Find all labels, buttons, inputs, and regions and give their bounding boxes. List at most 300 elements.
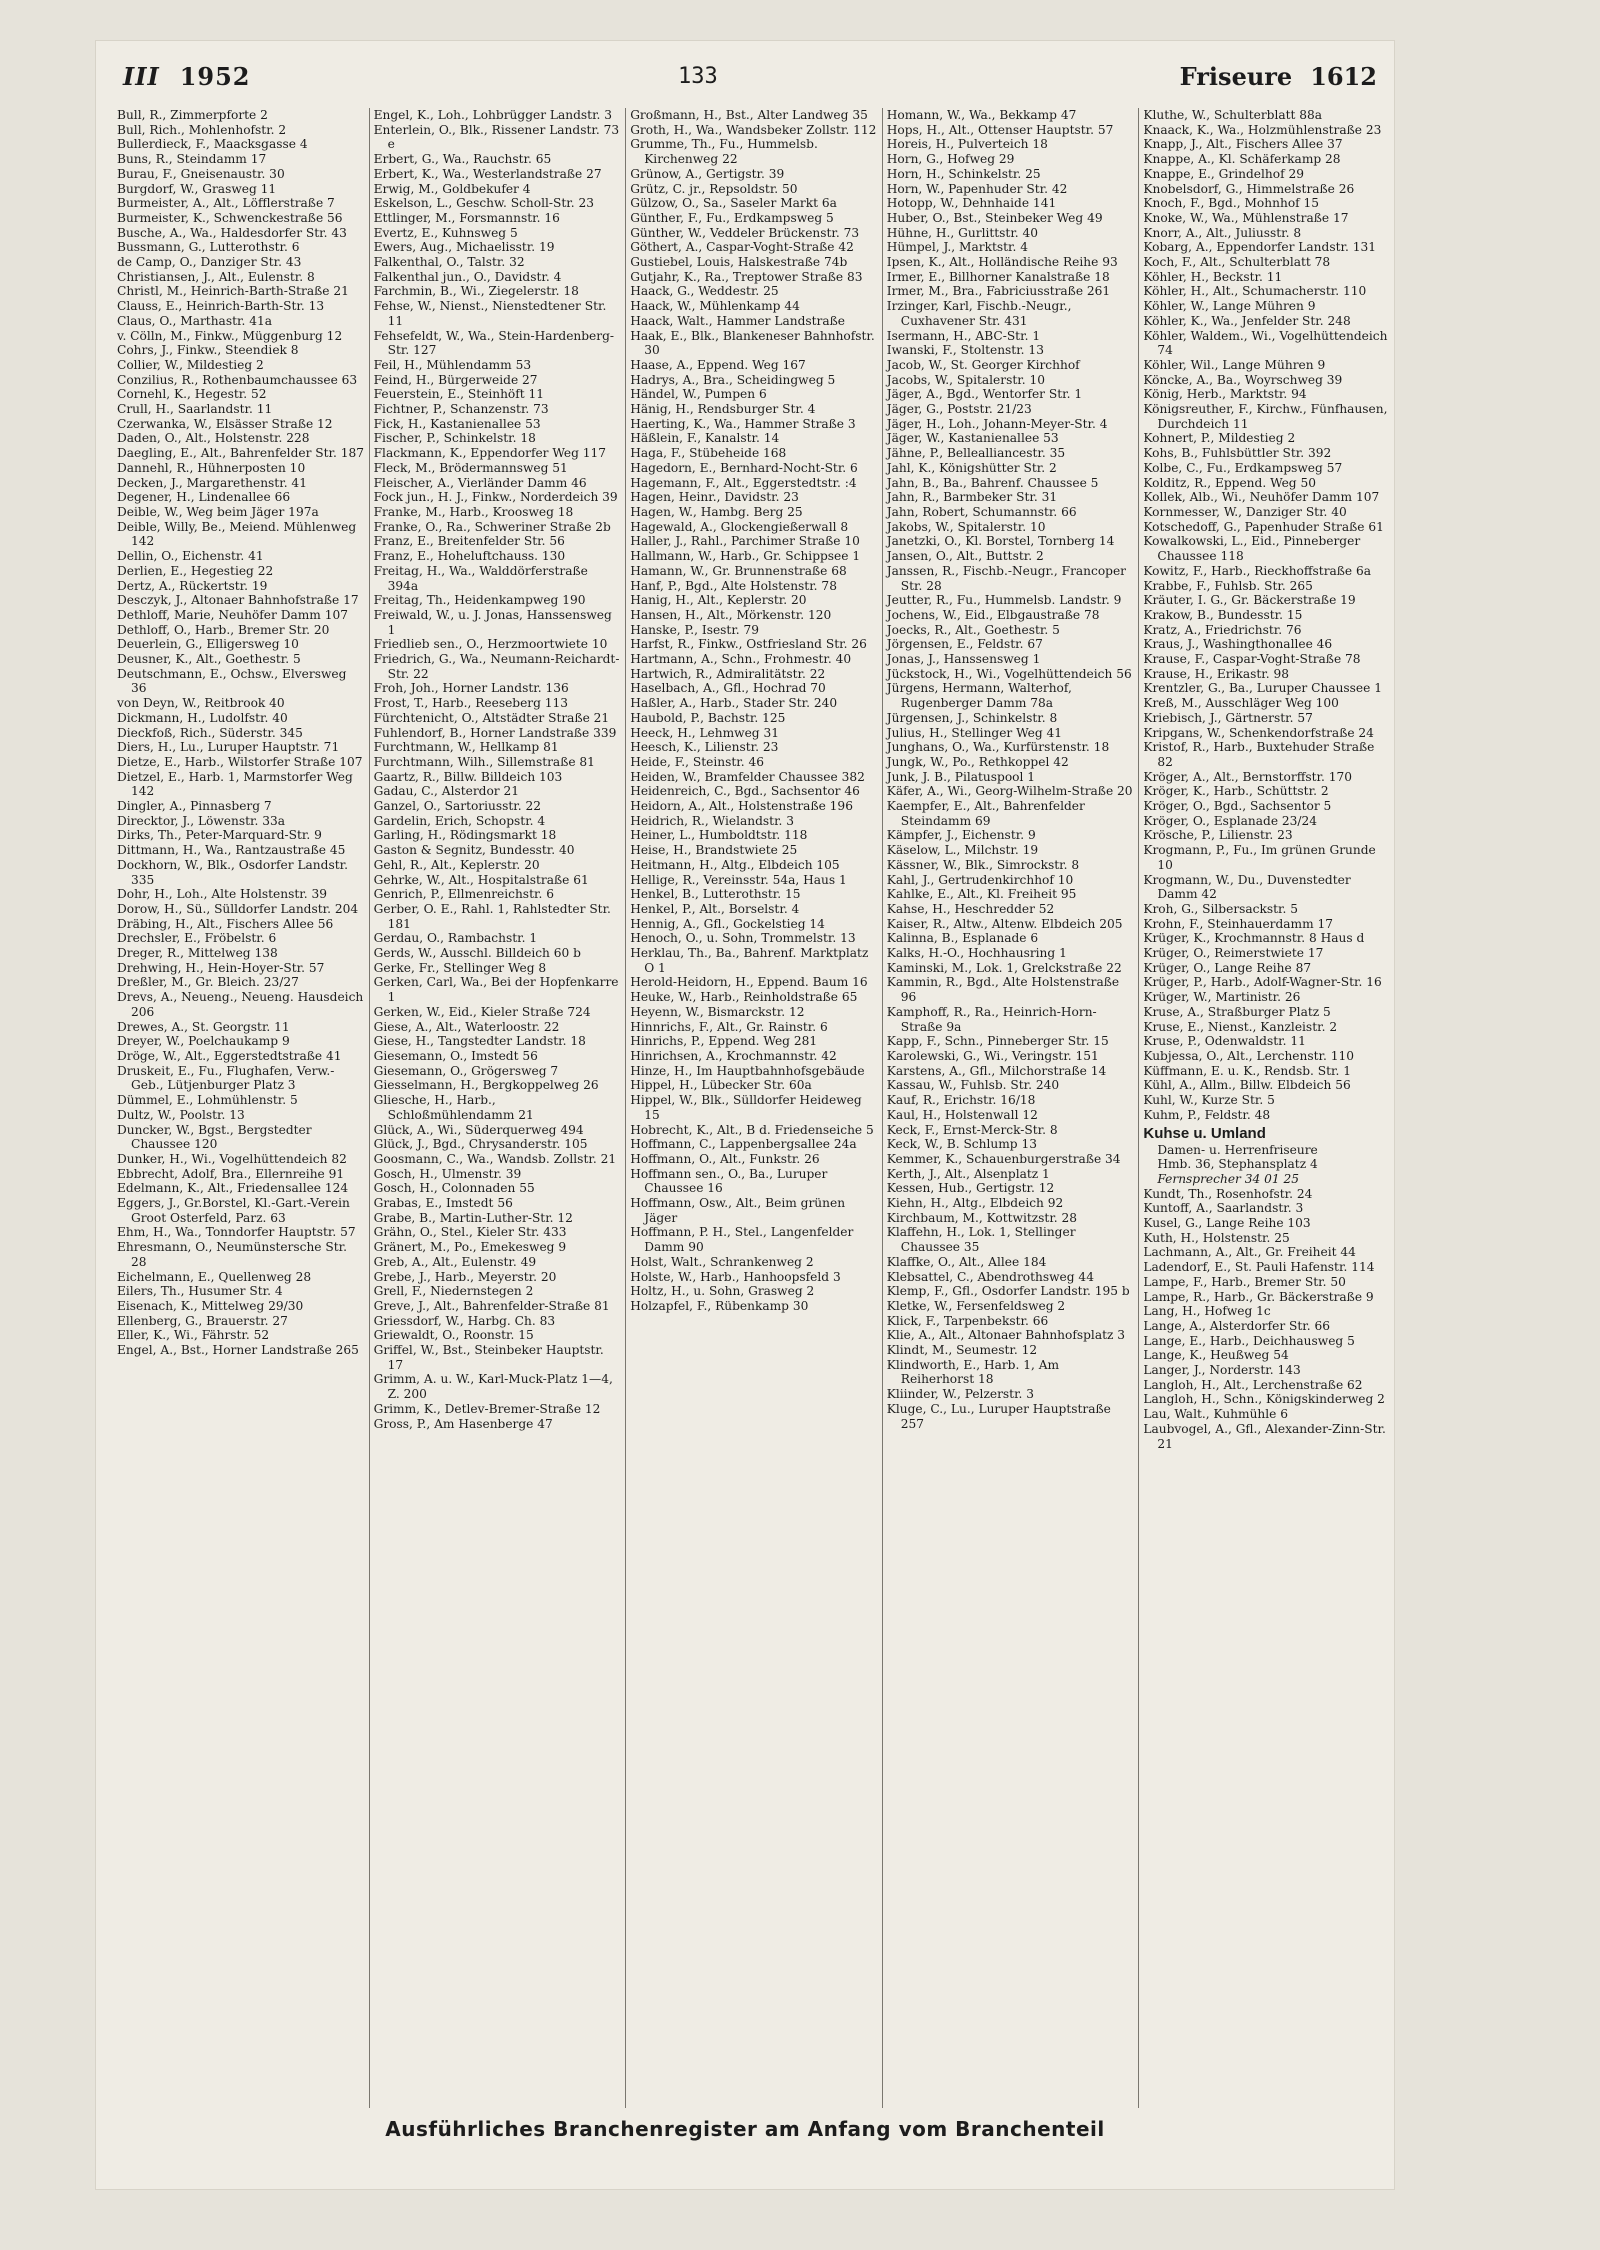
directory-entry: Fürchtenicht, O., Altstädter Straße 21 <box>373 710 610 725</box>
directory-entry: Hänig, H., Rendsburger Str. 4 <box>630 402 816 417</box>
directory-entry: Hinnrichs, F., Alt., Gr. Rainstr. 6 <box>630 1019 828 1034</box>
directory-entry: Dunker, H., Wi., Vogelhüttendeich 82 <box>117 1151 347 1166</box>
directory-entry: Kalks, H.-O., Hochhausring 1 <box>886 946 1067 961</box>
footer-note: Ausführliches Branchenregister am Anfang vom Branchenteil <box>385 2117 1105 2141</box>
directory-entry: Heise, H., Brandstwiete 25 <box>630 843 798 858</box>
directory-entry: Erwig, M., Goldbekufer 4 <box>373 181 531 196</box>
directory-entry: Kristof, R., Harb., Buxtehuder Straße 82 <box>1143 740 1375 769</box>
directory-entry: Kotschedoff, G., Papenhuder Straße 61 <box>1143 519 1384 534</box>
directory-entry: Giese, A., Alt., Waterloostr. 22 <box>373 1019 560 1034</box>
directory-entry: Hinrichsen, A., Krochmannstr. 42 <box>630 1049 837 1063</box>
directory-entry: Julius, H., Stellinger Weg 41 <box>886 725 1063 740</box>
directory-entry: Kirchbaum, M., Kottwitzstr. 28 <box>886 1210 1078 1225</box>
directory-entry: Fischer, P., Schinkelstr. 18 <box>373 431 536 446</box>
directory-entry: Kahlke, E., Alt., Kl. Freiheit 95 <box>886 887 1077 902</box>
directory-entry: Königsreuther, F., Kirchw., Fünfhausen, Durchdeich 11 <box>1143 402 1388 431</box>
directory-entry: Burau, F., Gneisenaustr. 30 <box>117 166 285 181</box>
directory-entry: Kassau, W., Fuhlsb. Str. 240 <box>886 1078 1060 1093</box>
directory-entry: Laubvogel, A., Gfl., Alexander-Zinn-Str. 21 <box>1143 1421 1386 1451</box>
directory-entry: Horeis, H., Pulverteich 18 <box>886 137 1048 152</box>
directory-entry: Ewers, Aug., Michaelisstr. 19 <box>373 240 555 255</box>
directory-entry: Burmeister, K., Schwenckestraße 56 <box>117 210 343 225</box>
directory-entry: Heuke, W., Harb., Reinholdstraße 65 <box>630 990 858 1005</box>
directory-entry: Käfer, A., Wi., Georg-Wilhelm-Straße 20 <box>886 784 1133 799</box>
directory-entry: Gustiebel, Louis, Halskestraße 74b <box>630 255 848 270</box>
directory-entry: Dockhorn, W., Blk., Osdorfer Landstr. 335 <box>117 857 348 887</box>
directory-entry: Köhler, H., Alt., Schumacherstr. 110 <box>1143 284 1367 299</box>
directory-entry: Fichtner, P., Schanzenstr. 73 <box>373 402 549 417</box>
directory-entry: Hühne, H., Gurlittstr. 40 <box>886 225 1039 240</box>
directory-entry: Häßlein, F., Kanalstr. 14 <box>630 431 780 446</box>
directory-entry: Diers, H., Lu., Luruper Hauptstr. 71 <box>117 740 340 755</box>
column-4 <box>882 108 1139 2108</box>
directory-entry: Freiwald, W., u. J. Jonas, Hanssensweg 1 <box>373 607 612 637</box>
directory-entry: Lampe, R., Harb., Gr. Bäckerstraße 9 <box>1143 1289 1374 1304</box>
directory-entry: Gardelin, Erich, Schopstr. 4 <box>373 813 546 828</box>
directory-entry: Kuhm, P., Feldstr. 48 <box>1143 1107 1271 1122</box>
directory-entry: Klindt, M., Seumestr. 12 <box>886 1343 1038 1358</box>
directory-entry: Deuerlein, G., Elligersweg 10 <box>117 637 299 652</box>
directory-entry: Kässner, W., Blk., Simrockstr. 8 <box>886 857 1080 872</box>
directory-entry: Feuerstein, E., Steinhöft 11 <box>373 387 545 402</box>
directory-entry: Küffmann, E. u. K., Rendsb. Str. 1 <box>1143 1063 1352 1078</box>
directory-entry: Huber, O., Bst., Steinbeker Weg 49 <box>886 210 1103 225</box>
directory-entry: Deutschmann, E., Ochsw., Elversweg 36 <box>117 666 347 696</box>
directory-entry: Dieckfoß, Rich., Süderstr. 345 <box>117 725 303 740</box>
directory-entry: Collier, W., Mildestieg 2 <box>117 357 264 372</box>
directory-entry: Dreger, R., Mittelweg 138 <box>117 946 278 961</box>
directory-entry: Günther, W., Veddeler Brückenstr. 73 <box>630 225 860 240</box>
directory-entry: Knaack, K., Wa., Holzmühlenstraße 23 <box>1143 122 1382 137</box>
directory-entry: Ettlinger, M., Forsmannstr. 16 <box>373 210 560 225</box>
directory-entry: Genrich, P., Ellmenreichstr. 6 <box>373 887 554 902</box>
directory-entry: Junghans, O., Wa., Kurfürstenstr. 18 <box>886 740 1110 755</box>
directory-entry: Gerken, W., Eid., Kieler Straße 724 <box>373 1004 591 1019</box>
directory-entry: Edelmann, K., Alt., Friedensallee 124 <box>117 1181 349 1196</box>
directory-entry: Gliesche, H., Harb., Schloßmühlendamm 21 <box>373 1093 534 1122</box>
directory-entry: Keck, W., B. Schlump 13 <box>886 1137 1037 1152</box>
directory-entry: Gadau, C., Alsterdor 21 <box>373 784 520 799</box>
directory-entry: Langloh, H., Schn., Königskinderweg 2 <box>1143 1392 1385 1407</box>
directory-entry: Eilers, Th., Husumer Str. 4 <box>117 1284 283 1299</box>
directory-entry: Haack, W., Mühlenkamp 44 <box>630 299 800 314</box>
directory-entry: Eisenach, K., Mittelweg 29/30 <box>117 1298 304 1313</box>
business-phone: Fernsprecher 34 01 25 <box>1157 1171 1300 1186</box>
directory-entry: Lange, A., Alsterdorfer Str. 66 <box>1143 1318 1331 1333</box>
directory-entry: Horn, G., Hofweg 29 <box>886 152 1015 167</box>
directory-entry: Kauf, R., Erichstr. 16/18 <box>886 1093 1036 1108</box>
directory-entry: Hops, H., Alt., Ottenser Hauptstr. 57 <box>886 122 1114 137</box>
directory-entry: Gränert, M., Po., Emekesweg 9 <box>373 1240 567 1255</box>
directory-entry: Hanf, P., Bgd., Alte Holstenstr. 78 <box>630 578 837 593</box>
directory-entry: Holst, Walt., Schrankenweg 2 <box>630 1254 814 1269</box>
directory-entry: Dohr, H., Loh., Alte Holstenstr. 39 <box>117 887 327 902</box>
directory-entry: Lau, Walt., Kuhmühle 6 <box>1143 1407 1289 1422</box>
directory-entry: Daegling, E., Alt., Bahrenfelder Str. 187 <box>117 446 365 461</box>
directory-entry: Lang, H., Hofweg 1c <box>1143 1304 1271 1319</box>
directory-entry: Irzinger, Karl, Fischb.-Neugr., Cuxhavener Str. 431 <box>886 299 1072 328</box>
directory-entry: Kreß, M., Ausschläger Weg 100 <box>1143 696 1339 711</box>
directory-entry: Crull, H., Saarlandstr. 11 <box>117 402 273 417</box>
directory-entry: Kobarg, A., Eppendorfer Landstr. 131 <box>1143 240 1376 255</box>
directory-entry: Kuth, H., Holstenstr. 25 <box>1143 1230 1290 1245</box>
directory-entry: Bullerdieck, F., Maacksgasse 4 <box>117 137 308 152</box>
directory-entry: Kohs, B., Fuhlsbüttler Str. 392 <box>1143 446 1332 461</box>
directory-entry: Fick, H., Kastanienallee 53 <box>373 416 541 431</box>
directory-entry: Dreyer, W., Poelchaukamp 9 <box>117 1034 290 1049</box>
directory-entry: Kollek, Alb., Wi., Neuhöfer Damm 107 <box>1143 490 1380 505</box>
directory-entry: Deusner, K., Alt., Goethestr. 5 <box>117 652 301 667</box>
directory-entry: Haak, E., Blk., Blankeneser Bahnhofstr. 30 <box>630 328 875 358</box>
directory-entry: Jansen, O., Alt., Buttstr. 2 <box>886 549 1044 564</box>
directory-entry: Henkel, P., Alt., Borselstr. 4 <box>630 901 800 916</box>
directory-entry: Kriebisch, J., Gärtnerstr. 57 <box>1143 710 1313 725</box>
directory-entry: Kröger, O., Esplanade 23/24 <box>1143 813 1318 828</box>
directory-entry: Klick, F., Tarpenbekstr. 66 <box>886 1313 1049 1328</box>
directory-entry: Heide, F., Steinstr. 46 <box>630 754 764 769</box>
page-number-right: 1612 <box>1310 62 1377 91</box>
directory-entry: Joecks, R., Alt., Goethestr. 5 <box>886 622 1060 637</box>
directory-entry: Kuhl, W., Kurze Str. 5 <box>1143 1093 1275 1108</box>
directory-entry: Haller, J., Rahl., Parchimer Straße 10 <box>630 534 860 549</box>
directory-entry: Bull, R., Zimmerpforte 2 <box>117 108 268 122</box>
directory-entry: Hartwich, R., Admiralitätstr. 22 <box>630 666 826 681</box>
directory-entry: Grumme, Th., Fu., Hummelsb. Kirchenweg 22 <box>630 137 818 167</box>
directory-entry: Heesch, K., Lilienstr. 23 <box>630 740 779 755</box>
directory-entry: Köhler, Wil., Lange Mühren 9 <box>1143 357 1326 372</box>
directory-entry: König, Herb., Marktstr. 94 <box>1143 387 1307 402</box>
directory-entry: Gerdau, O., Rambachstr. 1 <box>373 931 538 946</box>
directory-entry: Günther, F., Fu., Erdkampsweg 5 <box>630 210 834 225</box>
directory-entry: Jeutter, R., Fu., Hummelsb. Landstr. 9 <box>886 593 1122 608</box>
directory-entry: Feil, H., Mühlendamm 53 <box>373 357 532 372</box>
directory-entry: Heidenreich, C., Bgd., Sachsentor 46 <box>630 784 860 799</box>
directory-entry: Jakobs, W., Spitalerstr. 10 <box>886 519 1046 534</box>
directory-entry: Drehwing, H., Hein-Hoyer-Str. 57 <box>117 960 325 975</box>
directory-entry: Händel, W., Pumpen 6 <box>630 387 767 402</box>
directory-entry: Fleck, M., Brödermannsweg 51 <box>373 460 568 475</box>
directory-entry: Gosch, H., Colonnaden 55 <box>373 1181 535 1196</box>
directory-entry: Jungk, W., Po., Rethkoppel 42 <box>886 754 1069 769</box>
directory-entry: Kliinder, W., Pelzerstr. 3 <box>886 1387 1035 1402</box>
directory-entry: Henkel, B., Lutterothstr. 15 <box>630 887 801 902</box>
directory-entry: Iwanski, F., Stoltenstr. 13 <box>886 343 1044 358</box>
directory-entry: Knapp, J., Alt., Fischers Allee 37 <box>1143 137 1343 152</box>
directory-entry: Furchtmann, Wilh., Sillemstraße 81 <box>373 754 595 769</box>
directory-entry: Hagemann, F., Alt., Eggerstedtstr. :4 <box>630 475 857 490</box>
directory-entry: Hagen, Heinr., Davidstr. 23 <box>630 490 799 505</box>
directory-entry: Gehl, R., Alt., Keplerstr. 20 <box>373 857 540 872</box>
directory-entry: Kaempfer, E., Alt., Bahrenfelder Steindamm 69 <box>886 799 1085 828</box>
directory-entry: Herklau, Th., Ba., Bahrenf. Marktplatz O 1 <box>630 946 869 975</box>
directory-entry: Eskelson, L., Geschw. Scholl-Str. 23 <box>373 196 595 211</box>
directory-entry: Buns, R., Steindamm 17 <box>117 152 267 167</box>
directory-entry: Drewes, A., St. Georgstr. 11 <box>117 1019 290 1034</box>
directory-entry: Dingler, A., Pinnasberg 7 <box>117 799 272 814</box>
directory-entry: Lange, E., Harb., Deichhausweg 5 <box>1143 1333 1355 1348</box>
directory-entry: Hagedorn, E., Bernhard-Nocht-Str. 6 <box>630 460 858 475</box>
directory-entry: Krösche, P., Lilienstr. 23 <box>1143 828 1293 843</box>
directory-entry: Kaiser, R., Altw., Altenw. Elbdeich 205 <box>886 916 1123 931</box>
directory-entry: Czerwanka, W., Elsässer Straße 12 <box>117 416 333 431</box>
column-5 <box>1138 108 1395 2108</box>
directory-entry: Feind, H., Bürgerweide 27 <box>373 372 538 387</box>
directory-entry: Kaminski, M., Lok. 1, Grelckstraße 22 <box>886 960 1122 975</box>
directory-entry: Jürgens, Hermann, Walterhof, Rugenberger Damm 78a <box>886 681 1072 711</box>
directory-entry: Dannehl, R., Hühnerposten 10 <box>117 460 306 475</box>
directory-entry: Grimm, A. u. W., Karl-Muck-Platz 1—4, Z. 200 <box>373 1372 613 1402</box>
directory-entry: Franke, O., Ra., Schweriner Straße 2b <box>373 519 611 534</box>
directory-entry: Hallmann, W., Harb., Gr. Schippsee 1 <box>630 549 861 564</box>
directory-entry: Glück, J., Bgd., Chrysanderstr. 105 <box>373 1137 588 1152</box>
directory-entry: Dultz, W., Poolstr. 13 <box>117 1107 245 1122</box>
directory-entry: Hansen, H., Alt., Mörkenstr. 120 <box>630 607 832 622</box>
directory-entry: Ehresmann, O., Neumünstersche Str. 28 <box>117 1240 348 1269</box>
directory-entry: Krüger, P., Harb., Adolf-Wagner-Str. 16 <box>1143 975 1382 990</box>
directory-entry: Krüger, K., Krochmannstr. 8 Haus d <box>1143 931 1365 946</box>
directory-entry: Falkenthal jun., O., Davidstr. 4 <box>373 269 562 284</box>
directory-entry: Jürgensen, J., Schinkelstr. 8 <box>886 710 1058 725</box>
directory-entry: Evertz, E., Kuhnsweg 5 <box>373 225 518 240</box>
directory-entry: Göthert, A., Caspar-Voght-Straße 42 <box>630 240 854 255</box>
directory-entry: Dickmann, H., Ludolfstr. 40 <box>117 710 288 725</box>
directory-entry: Knappe, A., Kl. Schäferkamp 28 <box>1143 152 1341 167</box>
year: 1952 <box>179 62 251 91</box>
directory-entry: Frost, T., Harb., Reeseberg 113 <box>373 696 569 711</box>
business-detail: Damen- u. Herrenfriseure <box>1157 1142 1318 1157</box>
directory-entry: Grebe, J., Harb., Meyerstr. 20 <box>373 1269 557 1284</box>
directory-entry: Druskeit, E., Fu., Flughafen, Verw.-Geb., Lütjenburger Platz 3 <box>117 1063 335 1093</box>
directory-entry: Enterlein, O., Blk., Rissener Landstr. 73 e <box>373 122 620 152</box>
directory-entry: Jähne, P., Bellealliancestr. 35 <box>886 446 1066 461</box>
directory-entry: Furchtmann, W., Hellkamp 81 <box>373 740 559 755</box>
directory-entry: Kahl, J., Gertrudenkirchhof 10 <box>886 872 1074 887</box>
directory-entry: Jäger, W., Kastanienallee 53 <box>886 431 1059 446</box>
directory-entry: Jahl, K., Königshütter Str. 2 <box>886 460 1057 475</box>
directory-entry: Kühl, A., Allm., Billw. Elbdeich 56 <box>1143 1078 1351 1093</box>
directory-entry: Direcktor, J., Löwenstr. 33a <box>117 813 286 828</box>
directory-entry: Kowalkowski, L., Eid., Pinneberger Chaussee 118 <box>1143 534 1361 564</box>
directory-entry: Dittmann, H., Wa., Rantzaustraße 45 <box>117 843 346 858</box>
directory-entry: Kessen, Hub., Gertigstr. 12 <box>886 1181 1055 1196</box>
directory-entry: Burmeister, A., Alt., Löfflerstraße 7 <box>117 196 335 211</box>
directory-entry: Fuhlendorf, B., Horner Landstraße 339 <box>373 725 617 740</box>
directory-entry: Hagewald, A., Glockengießerwall 8 <box>630 519 849 534</box>
directory-entry: Jahn, B., Ba., Bahrenf. Chaussee 5 <box>886 475 1099 490</box>
directory-entry: Hümpel, J., Marktstr. 4 <box>886 240 1029 255</box>
directory-entry: Homann, W., Wa., Bekkamp 47 <box>886 108 1077 122</box>
section-name: Friseure <box>1179 62 1293 91</box>
directory-entry: Eggers, J., Gr.Borstel, Kl.-Gart.-Verein Groot Osterfeld, Parz. 63 <box>117 1196 350 1225</box>
column-1 <box>117 108 369 2108</box>
directory-entry: Klaffke, O., Alt., Allee 184 <box>886 1254 1047 1269</box>
directory-entry: Kahse, H., Heschredder 52 <box>886 901 1055 916</box>
directory-entry: Lange, K., Heußweg 54 <box>1143 1348 1289 1363</box>
directory-entry: Fleischer, A., Vierländer Damm 46 <box>373 475 587 490</box>
section-title <box>1180 62 1377 91</box>
directory-entry: Kapp, F., Schn., Pinneberger Str. 15 <box>886 1034 1109 1049</box>
directory-entry: Griffel, W., Bst., Steinbeker Hauptstr. 17 <box>373 1343 604 1372</box>
directory-entry: Knoch, F., Bgd., Mohnhof 15 <box>1143 196 1320 211</box>
directory-entry: Knappe, E., Grindelhof 29 <box>1143 166 1304 181</box>
directory-entry: Cohrs, J., Finkw., Steendiek 8 <box>117 343 299 358</box>
directory-entry: Kröger, O., Bgd., Sachsentor 5 <box>1143 799 1332 814</box>
directory-entry: Dröge, W., Alt., Eggerstedtstraße 41 <box>117 1049 342 1063</box>
directory-entry: Jahn, R., Barmbeker Str. 31 <box>886 490 1058 505</box>
page-header <box>123 58 1377 106</box>
directory-entry: Desczyk, J., Altonaer Bahnhofstraße 17 <box>117 593 359 608</box>
directory-entry: Grünow, A., Gertigstr. 39 <box>630 166 785 181</box>
directory-entry: Holtz, H., u. Sohn, Grasweg 2 <box>630 1284 815 1299</box>
directory-entry: Lampe, F., Harb., Bremer Str. 50 <box>1143 1274 1346 1289</box>
directory-entry: Griewaldt, O., Roonstr. 15 <box>373 1328 534 1343</box>
directory-entry: Hanske, P., Isestr. 79 <box>630 622 760 637</box>
directory-entry: Engel, K., Loh., Lohbrügger Landstr. 3 <box>373 108 613 122</box>
column-2 <box>369 108 626 2108</box>
directory-entry: Irmer, M., Bra., Fabriciusstraße 261 <box>886 284 1111 299</box>
directory-entry: Kluthe, W., Schulterblatt 88a <box>1143 108 1323 122</box>
directory-entry: Kamphoff, R., Ra., Heinrich-Horn-Straße 9a <box>886 1004 1097 1034</box>
directory-entry: Giese, H., Tangstedter Landstr. 18 <box>373 1034 586 1049</box>
directory-entry: Gerken, Carl, Wa., Bei der Hopfenkarre 1 <box>373 975 619 1005</box>
directory-entry: Klaffehn, H., Lok. 1, Stellinger Chaussee 35 <box>886 1225 1076 1255</box>
directory-entry: Klemp, F., Gfl., Osdorfer Landstr. 195 b <box>886 1284 1130 1299</box>
directory-entry: Gerds, W., Ausschl. Billdeich 60 b <box>373 946 581 961</box>
directory-entry: Giesemann, O., Grögersweg 7 <box>373 1063 559 1078</box>
directory-entry: Christiansen, J., Alt., Eulenstr. 8 <box>117 269 315 284</box>
directory-entry: Haase, A., Eppend. Weg 167 <box>630 357 806 372</box>
directory-entry: Duncker, W., Bgst., Bergstedter Chaussee 120 <box>117 1122 312 1152</box>
directory-entry: Degener, H., Lindenallee 66 <box>117 490 291 505</box>
directory-entry: Dietzel, E., Harb. 1, Marmstorfer Weg 142 <box>117 769 353 799</box>
directory-entry: Giesemann, O., Imstedt 56 <box>373 1049 538 1063</box>
directory-entry: Kerth, J., Alt., Alsenplatz 1 <box>886 1166 1050 1181</box>
directory-entry: Karolewski, G., Wi., Veringstr. 151 <box>886 1049 1099 1063</box>
directory-entry: Haga, F., Stübeheide 168 <box>630 446 787 461</box>
directory-entry: Horn, H., Schinkelstr. 25 <box>886 166 1041 181</box>
directory-entry: Jückstock, H., Wi., Vogelhüttendeich 56 <box>886 666 1132 681</box>
directory-entry: Gehrke, W., Alt., Hospitalstraße 61 <box>373 872 589 887</box>
directory-entry: Hinze, H., Im Hauptbahnhofsgebäude <box>630 1063 865 1078</box>
directory-entry: Kluge, C., Lu., Luruper Hauptstraße 257 <box>886 1401 1111 1431</box>
directory-entry: Kroh, G., Silbersackstr. 5 <box>1143 901 1299 916</box>
directory-entry: Jäger, G., Poststr. 21/23 <box>886 402 1032 417</box>
directory-entry: Griessdorf, W., Harbg. Ch. 83 <box>373 1313 556 1328</box>
directory-entry: Dreßler, M., Gr. Bleich. 23/27 <box>117 975 299 990</box>
directory-entry: Dertz, A., Rückertstr. 19 <box>117 578 268 593</box>
directory-entry: Kruse, E., Nienst., Kanzleistr. 2 <box>1143 1019 1338 1034</box>
directory-entry: Dorow, H., Sü., Sülldorfer Landstr. 204 <box>117 901 359 916</box>
directory-entry: Dellin, O., Eichenstr. 41 <box>117 549 264 564</box>
directory-entry: Koch, F., Alt., Schulterblatt 78 <box>1143 255 1331 270</box>
volume-number: III <box>123 62 160 91</box>
directory-entry: Fock jun., H. J., Finkw., Norderdeich 39 <box>373 490 618 505</box>
directory-entry: Greve, J., Alt., Bahrenfelder-Straße 81 <box>373 1298 610 1313</box>
directory-entry: Hotopp, W., Dehnhaide 141 <box>886 196 1057 211</box>
directory-columns <box>117 108 1395 2108</box>
directory-entry: Köhler, K., Wa., Jenfelder Str. 248 <box>1143 313 1351 328</box>
directory-entry: Haack, G., Weddestr. 25 <box>630 284 779 299</box>
directory-entry: Heidorn, A., Alt., Holstenstraße 196 <box>630 799 853 814</box>
directory-entry: Jörgensen, E., Feldstr. 67 <box>886 637 1043 652</box>
directory-entry: Ebbrecht, Adolf, Bra., Ellernreihe 91 <box>117 1166 345 1181</box>
directory-entry: Grähn, O., Stel., Kieler Str. 433 <box>373 1225 567 1240</box>
directory-entry: Knobelsdorf, G., Himmelstraße 26 <box>1143 181 1355 196</box>
directory-entry: Grimm, K., Detlev-Bremer-Straße 12 <box>373 1401 601 1416</box>
directory-entry: Drevs, A., Neueng., Neueng. Hausdeich 206 <box>117 990 364 1019</box>
directory-entry: Freitag, H., Wa., Walddörferstraße 394a <box>373 563 588 593</box>
directory-entry: Ganzel, O., Sartoriusstr. 22 <box>373 799 542 814</box>
directory-entry: Langer, J., Norderstr. 143 <box>1143 1363 1301 1378</box>
directory-entry: Flackmann, K., Eppendorfer Weg 117 <box>373 446 607 461</box>
directory-entry: Erbert, G., Wa., Rauchstr. 65 <box>373 152 552 167</box>
directory-entry: Krüger, O., Lange Reihe 87 <box>1143 960 1312 975</box>
directory-entry: Grabas, E., Imstedt 56 <box>373 1196 513 1211</box>
directory-entry: Kröger, K., Harb., Schüttstr. 2 <box>1143 784 1329 799</box>
directory-entry: Krohn, F., Steinhauerdamm 17 <box>1143 916 1334 931</box>
directory-entry: Busche, A., Wa., Haldesdorfer Str. 43 <box>117 225 347 240</box>
directory-entry: Kruse, A., Straßburger Platz 5 <box>1143 1004 1331 1019</box>
directory-entry: Junk, J. B., Pilatuspool 1 <box>886 769 1036 784</box>
directory-entry: Holste, W., Harb., Hanhoopsfeld 3 <box>630 1269 841 1284</box>
directory-entry: Franz, E., Breitenfelder Str. 56 <box>373 534 565 549</box>
directory-entry: Gülzow, O., Sa., Saseler Markt 6a <box>630 196 837 211</box>
directory-entry: Deible, Willy, Be., Meiend. Mühlenweg 142 <box>117 519 357 549</box>
directory-entry: Krause, F., Caspar-Voght-Straße 78 <box>1143 652 1361 667</box>
directory-entry: Haerting, K., Wa., Hammer Straße 3 <box>630 416 856 431</box>
directory-entry: Kalinna, B., Esplanade 6 <box>886 931 1039 946</box>
directory-entry: Claus, O., Marthastr. 41a <box>117 313 272 328</box>
directory-entry: Krüger, W., Martinistr. 26 <box>1143 990 1301 1005</box>
directory-entry: Hobrecht, K., Alt., B d. Friedenseiche 5 <box>630 1122 874 1137</box>
directory-entry: Friedlieb sen., O., Herzmoortwiete 10 <box>373 637 608 652</box>
directory-entry: Bull, Rich., Mohlenhofstr. 2 <box>117 122 287 137</box>
directory-entry: Heyenn, W., Bismarckstr. 12 <box>630 1004 805 1019</box>
page-number-center: 133 <box>678 64 718 89</box>
directory-entry: Engel, A., Bst., Horner Landstraße 265 <box>117 1343 359 1358</box>
directory-entry: Dümmel, E., Lohmühlenstr. 5 <box>117 1093 298 1108</box>
directory-entry: Heidrich, R., Wielandstr. 3 <box>630 813 795 828</box>
directory-entry: Kraus, J., Washingthonallee 46 <box>1143 637 1333 652</box>
directory-entry: Kämpfer, J., Eichenstr. 9 <box>886 828 1036 843</box>
directory-entry: Dräbing, H., Alt., Fischers Allee 56 <box>117 916 334 931</box>
directory-entry: Burgdorf, W., Grasweg 11 <box>117 181 277 196</box>
directory-entry: Deible, W., Weg beim Jäger 197a <box>117 504 319 519</box>
directory-entry: Groth, H., Wa., Wandsbeker Zollstr. 112 <box>630 122 877 137</box>
directory-entry: Ipsen, K., Alt., Holländische Reihe 93 <box>886 255 1118 270</box>
directory-entry: Krogmann, P., Fu., Im grünen Grunde 10 <box>1143 843 1376 872</box>
directory-entry: Karstens, A., Gfl., Milchorstraße 14 <box>886 1063 1107 1078</box>
directory-entry: Langloh, H., Alt., Lerchenstraße 62 <box>1143 1377 1363 1392</box>
directory-entry: Gross, P., Am Hasenberge 47 <box>373 1416 553 1431</box>
directory-entry: Greb, A., Alt., Eulenstr. 49 <box>373 1254 537 1269</box>
directory-entry: Derlien, E., Hegestieg 22 <box>117 563 274 578</box>
directory-entry: Eller, K., Wi., Fährstr. 52 <box>117 1328 270 1343</box>
directory-entry: Erbert, K., Wa., Westerlandstraße 27 <box>373 166 602 181</box>
directory-entry: Drechsler, E., Fröbelstr. 6 <box>117 931 277 946</box>
directory-entry: Kolditz, R., Eppend. Weg 50 <box>1143 475 1316 490</box>
directory-entry: Harfst, R., Finkw., Ostfriesland Str. 26 <box>630 637 867 652</box>
directory-entry: Isermann, H., ABC-Str. 1 <box>886 328 1041 343</box>
directory-entry: Ehm, H., Wa., Tonndorfer Hauptstr. 57 <box>117 1225 356 1240</box>
directory-entry: Christl, M., Heinrich-Barth-Straße 21 <box>117 284 349 299</box>
directory-entry: Hartmann, A., Schn., Frohmestr. 40 <box>630 652 852 667</box>
directory-entry: Henoch, O., u. Sohn, Trommelstr. 13 <box>630 931 856 946</box>
directory-entry: Froh, Joh., Horner Landstr. 136 <box>373 681 569 696</box>
directory-entry: Hadrys, A., Bra., Scheidingweg 5 <box>630 372 836 387</box>
directory-entry: Daden, O., Alt., Holstenstr. 228 <box>117 431 310 446</box>
directory-entry: Dietze, E., Harb., Wilstorfer Straße 107 <box>117 754 363 769</box>
